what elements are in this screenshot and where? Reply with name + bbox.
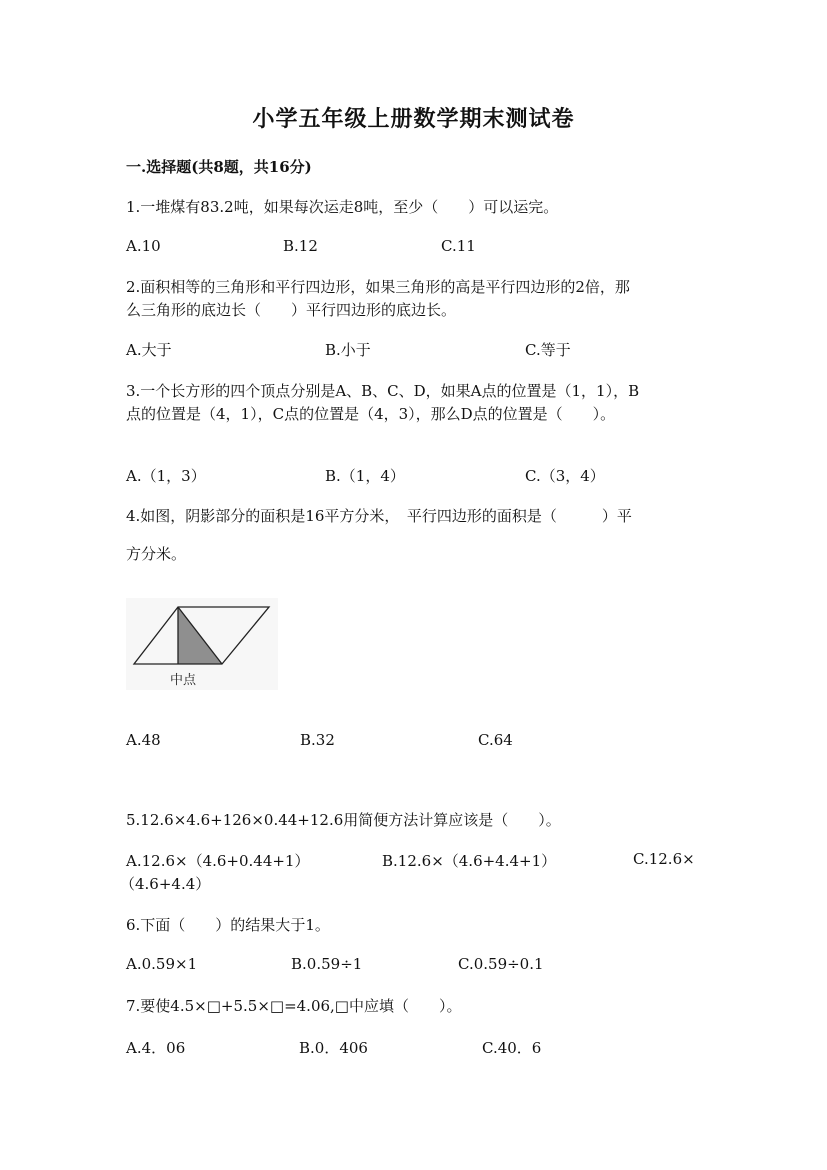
question-5-stem: 5.12.6×4.6+126×0.44+12.6用简便方法计算应该是（ ）。 [126,811,561,829]
question-2-option-a[interactable]: A.大于 [126,341,172,359]
question-4-option-a[interactable]: A.48 [126,731,161,749]
question-4-option-b[interactable]: B.32 [300,731,335,749]
question-1-option-a[interactable]: A.10 [126,237,161,255]
question-6-option-a[interactable]: A.0.59×1 [126,955,198,973]
question-5-option-c[interactable]: C.12.6× [633,850,695,868]
question-3-stem-line-1: 3.一个长方形的四个顶点分别是A、B、C、D，如果A点的位置是（1，1），B [126,382,640,400]
question-7-option-c[interactable]: C.40．6 [482,1039,542,1057]
question-5-option-c-continuation: （4.6+4.4） [120,875,211,893]
question-2-stem-line-2: 么三角形的底边长（ ）平行四边形的底边长。 [126,301,457,319]
question-6-stem: 6.下面（ ）的结果大于1。 [126,916,330,934]
question-2-stem-line-1: 2.面积相等的三角形和平行四边形，如果三角形的高是平行四边形的2倍，那 [126,278,630,296]
question-5-option-a[interactable]: A.12.6×（4.6+0.44+1） [126,852,310,870]
question-1-option-b[interactable]: B.12 [283,237,318,255]
figure-label-midpoint: 中点 [170,673,197,688]
question-6-option-b[interactable]: B.0.59÷1 [291,955,363,973]
question-2-option-c[interactable]: C.等于 [525,341,571,359]
question-1-stem: 1.一堆煤有83.2吨，如果每次运走8吨，至少（ ）可以运完。 [126,198,559,216]
question-3-option-c[interactable]: C.（3，4） [525,467,605,485]
question-5-option-b[interactable]: B.12.6×（4.6+4.4+1） [382,852,557,870]
parallelogram-figure [126,598,278,690]
question-4-stem-line-2: 方分米。 [126,545,187,563]
question-1-option-c[interactable]: C.11 [441,237,476,255]
question-3-stem-line-2: 点的位置是（4，1），C点的位置是（4，3），那么D点的位置是（ ）。 [126,405,616,423]
question-7-option-a[interactable]: A.4．06 [126,1039,186,1057]
question-7-stem: 7.要使4.5×□+5.5×□=4.06,□中应填（ ）。 [126,997,462,1015]
page-title: 小学五年级上册数学期末测试卷 [252,106,575,132]
question-4-stem-line-1: 4.如图，阴影部分的面积是16平方分米， 平行四边形的面积是（ ）平 [126,507,632,525]
section-heading: 一.选择题(共8题，共16分) [126,158,312,176]
question-4-option-c[interactable]: C.64 [478,731,513,749]
question-3-option-b[interactable]: B.（1，4） [325,467,405,485]
question-3-option-a[interactable]: A.（1，3） [126,467,206,485]
question-7-option-b[interactable]: B.0．406 [299,1039,368,1057]
question-2-option-b[interactable]: B.小于 [325,341,371,359]
question-6-option-c[interactable]: C.0.59÷0.1 [458,955,544,973]
